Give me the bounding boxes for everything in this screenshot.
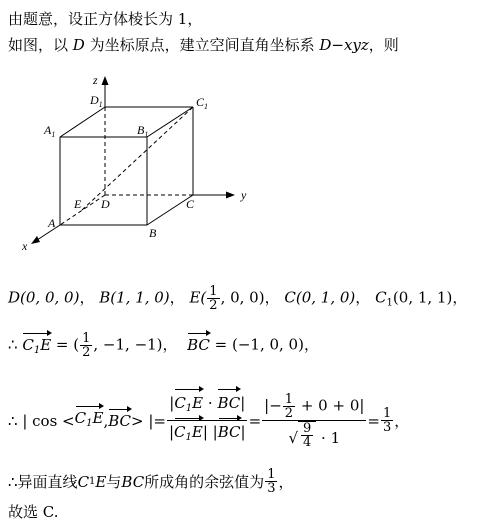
intro-line-2 xyxy=(8,36,399,54)
intro-text-1: 由题意，设正方体棱长为 1， xyxy=(8,10,203,28)
coord-d: D(0, 0, 0) xyxy=(8,288,80,307)
coord-e-suffix: , 0, 0) xyxy=(220,288,265,307)
vec-bc-label: BC xyxy=(187,335,210,354)
edge-b1c1 xyxy=(147,107,193,137)
frac-den: 2 xyxy=(209,298,218,313)
cosine-line xyxy=(8,392,409,449)
label-a1: $A_1$ xyxy=(44,123,56,139)
conclusion-c: C xyxy=(77,472,90,491)
coord-c1-value: (0, 1, 1) xyxy=(392,288,453,307)
comma: , xyxy=(103,411,109,430)
conclusion-text-b: 与 xyxy=(106,472,122,491)
coord-c1: C xyxy=(375,288,387,307)
conclusion-bc: BC xyxy=(121,472,145,491)
equals: = xyxy=(248,411,262,430)
abs-cos: | cos < xyxy=(22,411,75,430)
label-d: D xyxy=(101,197,110,211)
label-c1: $C_1$ xyxy=(196,95,209,111)
sep-4: ， xyxy=(355,288,371,307)
coord-e-fraction xyxy=(207,285,219,312)
final-answer: 故选 C. xyxy=(8,503,59,521)
sep-1: ， xyxy=(79,288,95,307)
intro-coordinate-system: D−xyz xyxy=(319,36,369,54)
y-axis-arrow xyxy=(226,192,235,199)
conclusion-line xyxy=(8,468,293,495)
value-numerator: |− $\frac{1}{2}$ + 0 + 0| xyxy=(264,391,365,421)
frac-num: 1 xyxy=(82,331,91,346)
vector-c1e: $C_1E$ xyxy=(75,409,104,433)
vec-rest: , −1, −1)， xyxy=(93,335,178,354)
equals-2: = xyxy=(367,411,380,430)
frac-num: 1 xyxy=(209,284,218,299)
coord-b: B(1, 1, 0) xyxy=(99,288,170,307)
edge-a1d1 xyxy=(60,107,105,137)
vector-bc: BC xyxy=(217,423,241,441)
value-denominator: √ $\frac{9}{4}$ · 1 xyxy=(288,420,341,450)
dot: · xyxy=(203,394,218,412)
cosine-fraction xyxy=(167,392,248,449)
vec-sub: 1 xyxy=(86,417,93,429)
intro-line-1 xyxy=(8,10,202,28)
vector-bc xyxy=(187,336,210,354)
intro-text-2a: 如图，以 xyxy=(8,36,73,54)
sep-3: ， xyxy=(264,288,280,307)
frac-den: 3 xyxy=(383,420,392,435)
vec-bc-value: = (−1, 0, 0)， xyxy=(209,335,319,354)
label-x: x xyxy=(22,239,28,253)
label-b: B xyxy=(149,226,157,240)
answer-fraction xyxy=(381,407,393,434)
vec-sub: 1 xyxy=(33,344,41,356)
x-axis-arrow xyxy=(31,236,40,244)
abs-close: > |= xyxy=(131,411,166,430)
sep-5: ， xyxy=(452,288,468,307)
cosine-denominator: $|C_1E|$ |BC| xyxy=(167,421,248,449)
value-fraction xyxy=(262,393,366,449)
sep-2: ， xyxy=(169,288,185,307)
vector-bc: BC xyxy=(217,394,241,412)
label-e: E xyxy=(74,197,82,211)
conclusion-text-a: 异面直线 xyxy=(17,472,78,491)
cosine-numerator: $|C_1E \cdot BC|$ xyxy=(167,392,247,421)
conclusion-text-c: 所成角的余弦值为 xyxy=(144,472,265,491)
comma-end: ， xyxy=(394,411,410,430)
label-a: A xyxy=(48,216,56,230)
vec-eq-open: = ( xyxy=(51,335,80,354)
sqrt-symbol: √ $\frac{9}{4}$ xyxy=(288,421,316,449)
therefore-symbol: ∴ xyxy=(8,472,18,491)
label-b1: $B_1$ xyxy=(137,123,149,139)
coord-c1-sub: 1 xyxy=(386,297,393,309)
frac-den: 2 xyxy=(82,345,91,360)
vec-e: E xyxy=(40,335,52,354)
frac-num: 1 xyxy=(267,467,276,482)
label-z: z xyxy=(93,73,98,87)
frac-den: 3 xyxy=(267,481,276,496)
conclusion-fraction xyxy=(265,468,277,495)
coords-line xyxy=(8,285,467,313)
intro-text-2c: ，则 xyxy=(368,36,399,54)
label-y: y xyxy=(241,188,247,202)
z-axis-arrow xyxy=(102,76,109,85)
label-c: C xyxy=(186,197,195,211)
label-d1: $D_1$ xyxy=(90,93,103,109)
vec-half-fraction xyxy=(80,332,92,359)
cube-figure xyxy=(0,60,280,260)
conclusion-sub: 1 xyxy=(89,475,96,487)
coord-e-prefix: E( xyxy=(189,288,207,307)
coord-c: C(0, 1, 0) xyxy=(284,288,356,307)
therefore-symbol: ∴ xyxy=(8,411,18,430)
vec-c: C xyxy=(22,335,34,354)
vector-c1e xyxy=(22,336,51,360)
therefore-symbol: ∴ xyxy=(8,335,18,354)
comma-end: ， xyxy=(278,472,294,491)
intro-origin: D xyxy=(72,36,85,54)
final-line xyxy=(8,503,58,521)
vector-bc: BC xyxy=(108,411,131,430)
conclusion-e: E xyxy=(95,472,107,491)
vectors-line xyxy=(8,332,319,360)
intro-text-2b: 为坐标原点，建立空间直角坐标系 xyxy=(84,36,320,54)
frac-num: 1 xyxy=(383,406,392,421)
